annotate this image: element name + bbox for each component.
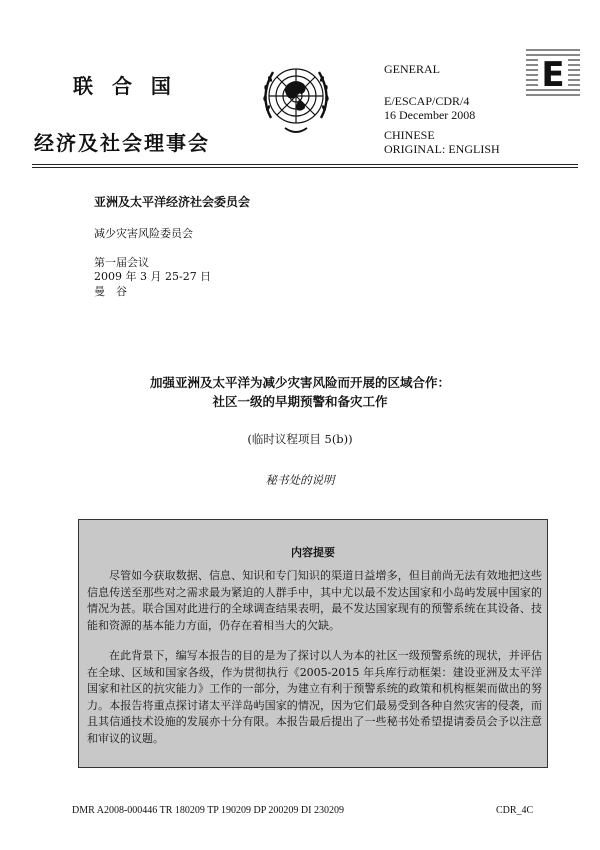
summary-box xyxy=(78,519,548,768)
agenda-item: (临时议程项目 5(b)) xyxy=(247,432,353,446)
committee-name: 减少灾害风险委员会 xyxy=(94,227,193,240)
summary-paragraph-1: 尽管如今获取数据、信息、知识和专门知识的渠道日益增多，但目前尚无法有效地把这些信息传送至那些对之需求最为紧迫的人群手中，其中尤以最不发达国家和小岛屿发展中国家的情况为甚。联合国对此进行的全球调查结果表明，最不发达国家现有的预警系统在其设备、技能和资源的基本能力方面，仍存在着相当大的欠缺。 xyxy=(87,569,542,632)
session-label: 第一届会议 xyxy=(94,256,149,269)
council-title: 经济及社会理事会 xyxy=(34,131,210,155)
document-title-line2: 社区一级的早期预警和备灾工作 xyxy=(212,394,388,409)
un-title: 联 合 国 xyxy=(73,74,177,98)
header-divider-double xyxy=(32,167,578,168)
un-emblem-icon xyxy=(255,58,337,142)
document-title-line1: 加强亚洲及太平洋为减少灾害风险而开展的区域合作： xyxy=(149,375,450,390)
footer-codes: DMR A2008-000446 TR 180209 TP 190209 DP 200209 DI 230209 xyxy=(72,805,344,816)
session-dates: 2009 年 3 月 25-27 日 xyxy=(94,270,212,283)
document-symbol: E/ESCAP/CDR/4 xyxy=(384,94,470,108)
document-language: CHINESE xyxy=(384,128,435,142)
header-divider xyxy=(32,164,578,165)
session-venue: 曼 谷 xyxy=(94,285,127,298)
svg-text:E: E xyxy=(541,55,565,95)
commission-name: 亚洲及太平洋经济社会委员会 xyxy=(94,195,251,209)
summary-paragraph-2: 在此背景下，编写本报告的目的是为了探讨以人为本的社区一级预警系统的现状，并评估在全球、区域和国家各级，作为贯彻执行《2005-2015 年兵库行动框架：建设亚洲及太平洋国家和社区的抗灾能力》工作的一部分，为建立有利于预警系统的政策和机构框架而做出的努力。本报告将重点探讨诸太平洋岛屿国家的情况，因为它们最易受到各种自然灾害的侵袭，而且其信通技术设施的发展亦十分有限。本报告最后提出了一些秘书处希望提请委员会予以注意和审议的议题。 xyxy=(87,649,542,745)
footer-reference: CDR_4C xyxy=(496,805,534,816)
summary-heading: 内容提要 xyxy=(291,546,335,559)
original-language: ORIGINAL: ENGLISH xyxy=(384,142,500,156)
distribution-label: GENERAL xyxy=(384,62,440,76)
note-by-secretariat: 秘书处的说明 xyxy=(265,473,335,487)
e-logo-icon xyxy=(526,46,580,98)
document-date: 16 December 2008 xyxy=(384,108,476,122)
